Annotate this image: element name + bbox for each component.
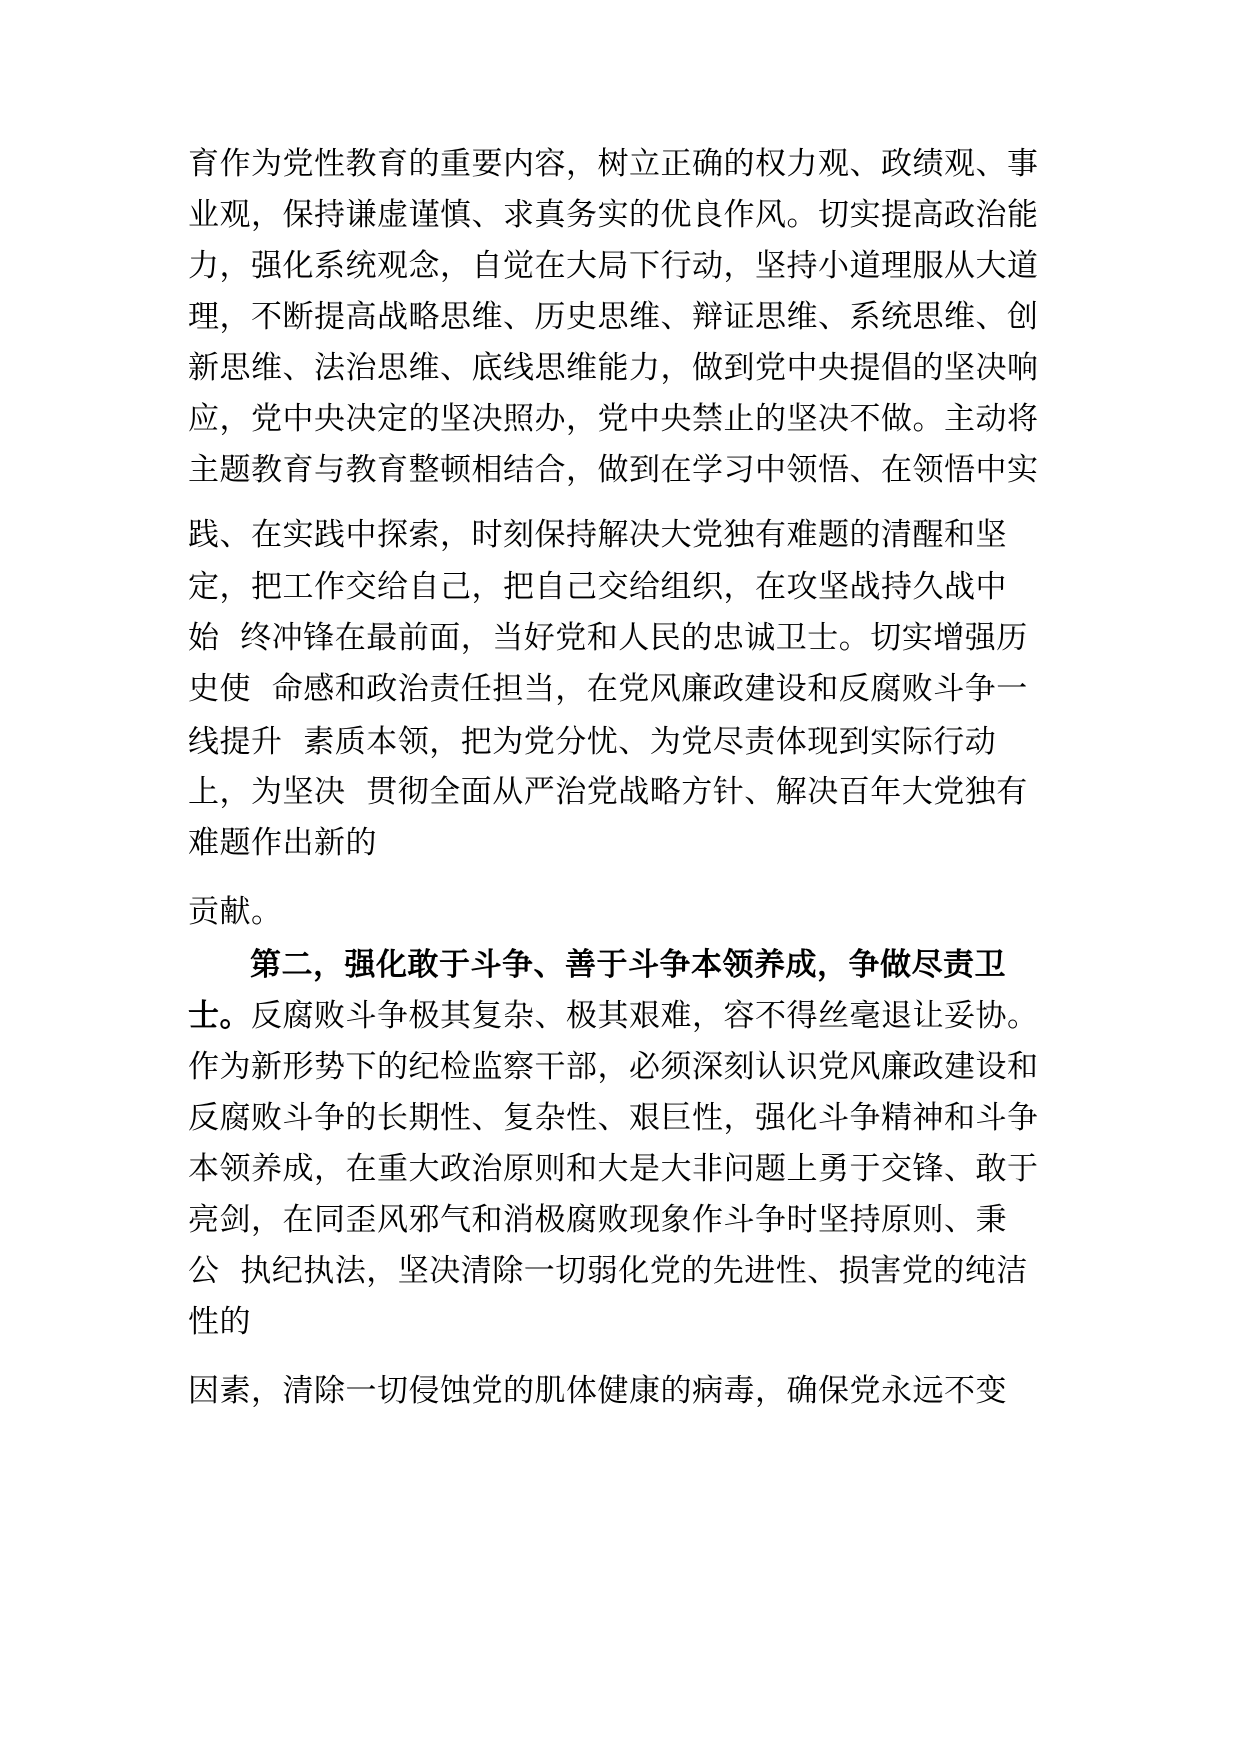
text-line: 新思维、法治思维、底线思维能力，做到党中央提倡的坚决响	[188, 350, 1039, 386]
text-line: 作为新形势下的纪检监察干部，必须深刻认识党风廉政建设和	[188, 1049, 1039, 1085]
section-heading-end: 士。	[188, 998, 251, 1034]
text-line: 因素，清除一切侵蚀党的肌体健康的病毒，确保党永远不变	[188, 1373, 1007, 1409]
text-line: 应，党中央决定的坚决照办，党中央禁止的坚决不做。主动将	[188, 401, 1039, 437]
text-line: 公 执纪执法，坚决清除一切弱化党的先进性、损害党的纯洁	[188, 1253, 1028, 1289]
text-line: 贡献。	[188, 894, 283, 930]
text-line: 始 终冲锋在最前面，当好党和人民的忠诚卫士。切实增强历	[188, 620, 1028, 656]
text-line: 性的	[188, 1304, 251, 1340]
text-line: 本领养成，在重大政治原则和大是大非问题上勇于交锋、敢于	[188, 1151, 1039, 1187]
text-line: 反腐败斗争的长期性、复杂性、艰巨性，强化斗争精神和斗争	[188, 1100, 1039, 1136]
text-line: 育作为党性教育的重要内容，树立正确的权力观、政绩观、事	[188, 146, 1039, 182]
text-line: 定，把工作交给自己，把自己交给组织，在攻坚战持久战中	[188, 569, 1007, 605]
text-line: 史使 命感和政治责任担当，在党风廉政建设和反腐败斗争一	[188, 671, 1028, 707]
text-line: 上，为坚决 贯彻全面从严治党战略方针、解决百年大党独有	[188, 774, 1028, 810]
text-line: 亮剑，在同歪风邪气和消极腐败现象作斗争时坚持原则、秉	[188, 1202, 1007, 1238]
section-heading-continuation	[188, 996, 1039, 1036]
text-line: 主题教育与教育整顿相结合，做到在学习中领悟、在领悟中实	[188, 452, 1039, 488]
text-line: 理，不断提高战略思维、历史思维、辩证思维、系统思维、创	[188, 299, 1039, 335]
section-heading: 第二，强化敢于斗争、善于斗争本领养成，争做尽责卫	[250, 947, 1006, 983]
text-line: 力，强化系统观念，自觉在大局下行动，坚持小道理服从大道	[188, 248, 1039, 284]
text-line: 践、在实践中探索，时刻保持解决大党独有难题的清醒和坚	[188, 517, 1007, 553]
text-line: 线提升 素质本领，把为党分忧、为党尽责体现到实际行动	[188, 724, 997, 760]
text-line: 难题作出新的	[188, 825, 377, 861]
section-text: 反腐败斗争极其复杂、极其艰难，容不得丝毫退让妥协。	[251, 998, 1039, 1034]
text-line: 业观，保持谦虚谨慎、求真务实的优良作风。切实提高政治能	[188, 197, 1039, 233]
